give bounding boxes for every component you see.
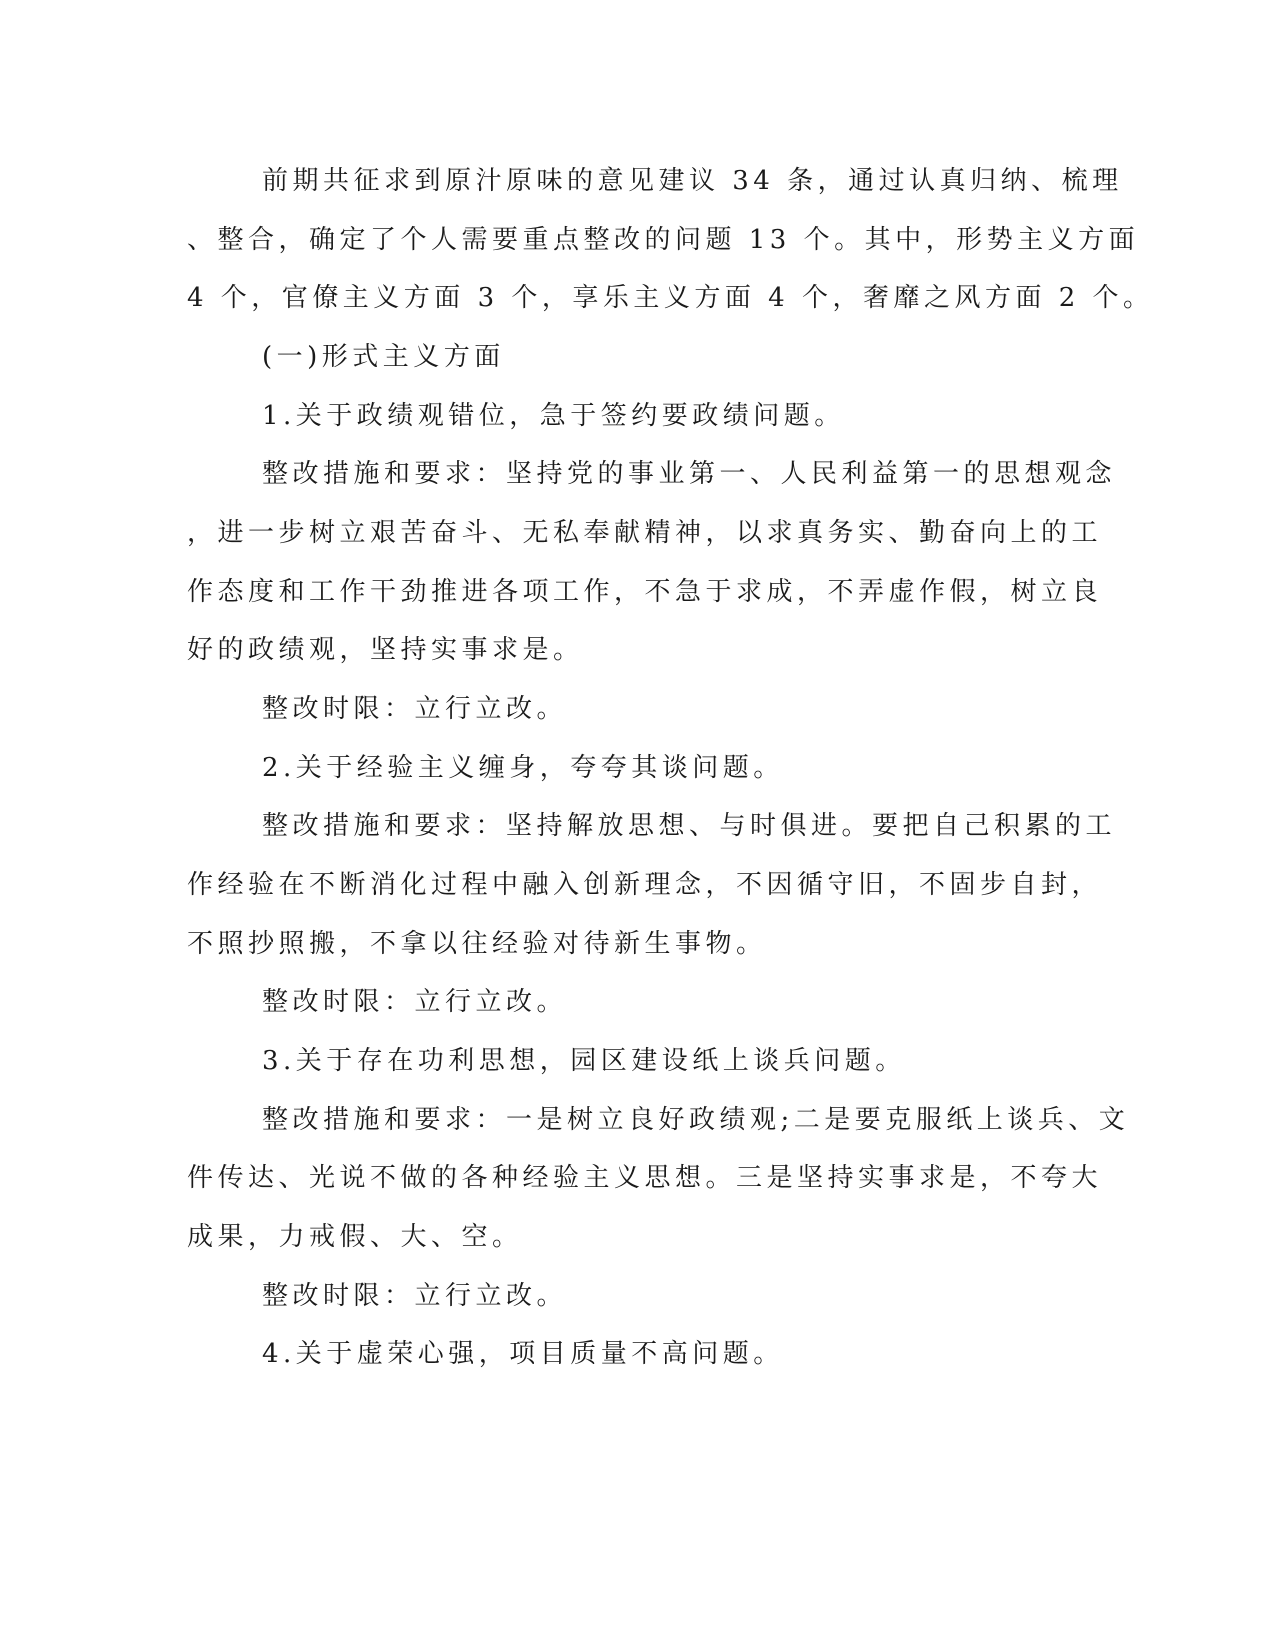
paragraph-line: 作经验在不断消化过程中融入创新理念，不因循守旧，不固步自封， [187,870,1103,900]
section-heading: (一)形式主义方面 [262,342,505,372]
deadline-line: 整改时限：立行立改。 [262,694,568,724]
issue-heading: 4.关于虚荣心强，项目质量不高问题。 [262,1339,784,1369]
issue-heading: 2.关于经验主义缠身，夸夸其谈问题。 [262,753,784,783]
paragraph-line: 成果，力戒假、大、空。 [187,1222,523,1252]
paragraph-line: ，进一步树立艰苦奋斗、无私奉献精神，以求真务实、勤奋向上的工 [187,518,1103,548]
paragraph-line: 不照抄照搬，不拿以往经验对待新生事物。 [187,929,767,959]
paragraph-line: 整改措施和要求：坚持党的事业第一、人民利益第一的思想观念 [262,459,1117,489]
paragraph-line: 作态度和工作干劲推进各项工作，不急于求成，不弄虚作假，树立良 [187,577,1103,607]
deadline-line: 整改时限：立行立改。 [262,987,568,1017]
paragraph-line: 好的政绩观，坚持实事求是。 [187,635,584,665]
paragraph-line: 4 个，官僚主义方面 3 个，享乐主义方面 4 个，奢靡之风方面 2 个。 [187,283,1154,313]
paragraph-line: 、整合，确定了个人需要重点整改的问题 13 个。其中，形势主义方面 [187,225,1140,255]
issue-heading: 3.关于存在功利思想，园区建设纸上谈兵问题。 [262,1046,906,1076]
paragraph-line: 整改措施和要求：一是树立良好政绩观;二是要克服纸上谈兵、文 [262,1105,1130,1135]
issue-heading: 1.关于政绩观错位，急于签约要政绩问题。 [262,401,845,431]
paragraph-line: 件传达、光说不做的各种经验主义思想。三是坚持实事求是，不夸大 [187,1163,1103,1193]
deadline-line: 整改时限：立行立改。 [262,1281,568,1311]
paragraph-line: 前期共征求到原汁原味的意见建议 34 条，通过认真归纳、梳理 [262,166,1123,196]
paragraph-line: 整改措施和要求：坚持解放思想、与时俱进。要把自己积累的工 [262,811,1117,841]
